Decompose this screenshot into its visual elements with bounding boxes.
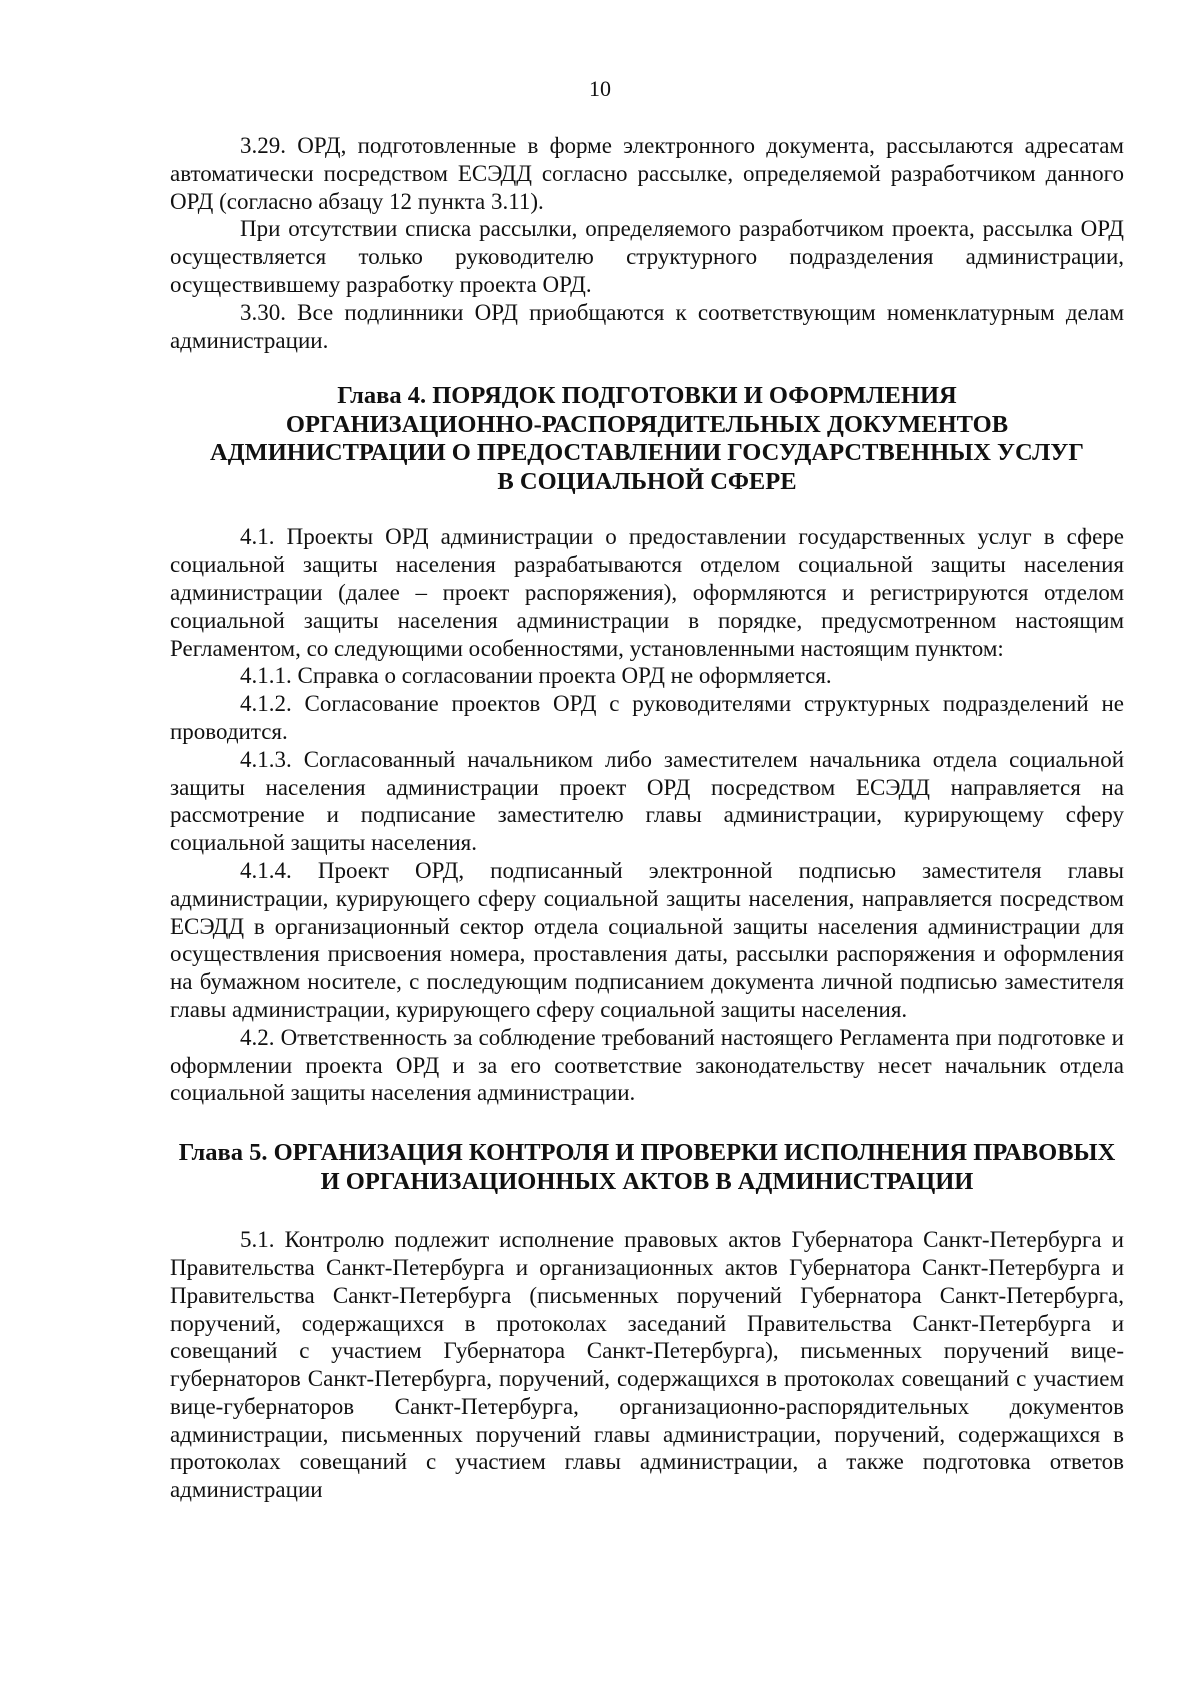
chapter-4-title-line: ОРГАНИЗАЦИОННО-РАСПОРЯДИТЕЛЬНЫХ ДОКУМЕНТОВ [285,410,1009,438]
paragraph-4-1-4: 4.1.4. Проект ОРД, подписанный электронной подписью заместителя главы администрации, курирующего сферу социальной защиты населения, направляется посредством ЕСЭДД в организационный сектор отдела социальной защиты населения администрации для осуществления присвоения номера, проставления даты, рассылки распоряжения и оформления на бумажном носителе, с последующим подписанием документа личной подписью заместителя главы администрации, курирующего сферу социальной защиты населения. [170,857,1124,1022]
chapter-4-title-line: АДМИНИСТРАЦИИ О ПРЕДОСТАВЛЕНИИ ГОСУДАРСТВЕННЫХ УСЛУГ [210,439,1084,467]
chapter-4-title-line: Глава 4. ПОРЯДОК ПОДГОТОВКИ И ОФОРМЛЕНИЯ [337,382,957,410]
paragraph-3-29: 3.29. ОРД, подготовленные в форме электронного документа, рассылаются адресатам автоматически посредством ЕСЭДД согласно рассылке, определяемой разработчиком данного ОРД (согласно абзацу 12 пункта 3.11). [170,133,1124,214]
paragraph-5-1: 5.1. Контролю подлежит исполнение правовых актов Губернатора Санкт-Петербурга и Правительства Санкт-Петербурга и организационных актов Губернатора Санкт-Петербурга и Правительства Санкт-Петербурга (письменных поручений Губернатора Санкт-Петербурга, поручений, содержащихся в протоколах заседаний Правительства Санкт-Петербурга и совещаний с участием Губернатора Санкт-Петербурга), письменных поручений вице-губернаторов Санкт-Петербурга, поручений, содержащихся в протоколах совещаний с участием вице-губернаторов Санкт-Петербурга, организационно-распорядительных документов администрации, письменных поручений главы администрации, поручений, содержащихся в протоколах совещаний с участием главы администрации, а также подготовка ответов администрации [170,1227,1124,1503]
chapter-4-title-line: В СОЦИАЛЬНОЙ СФЕРЕ [497,467,797,495]
paragraph-4-2: 4.2. Ответственность за соблюдение требований настоящего Регламента при подготовке и оформлении проекта ОРД и за его соответствие законодательству несет начальник отдела социальной защиты населения администрации. [170,1024,1124,1106]
chapter-5-title-line: Глава 5. ОРГАНИЗАЦИЯ КОНТРОЛЯ И ПРОВЕРКИ ИСПОЛНЕНИЯ ПРАВОВЫХ [178,1139,1116,1167]
chapter-5-title [170,1139,1124,1196]
paragraph-3-29-mailing-list: При отсутствии списка рассылки, определяемого разработчиком проекта, рассылка ОРД осуществляется только руководителю структурного подразделения администрации, осуществившему разработку проекта ОРД. [170,216,1124,297]
paragraph-4-1-2: 4.1.2. Согласование проектов ОРД с руководителями структурных подразделений не проводится. [170,691,1124,744]
chapter-4-title [170,382,1124,496]
paragraph-3-30: 3.30. Все подлинники ОРД приобщаются к соответствующим номенклатурным делам администрации. [170,299,1124,353]
paragraph-4-1-1: 4.1.1. Справка о согласовании проекта ОРД не оформляется. [240,663,832,689]
page-number: 10 [589,76,611,101]
paragraph-4-1-3: 4.1.3. Согласованный начальником либо заместителем начальника отдела социальной защиты населения администрации проект ОРД посредством ЕСЭДД направляется на рассмотрение и подписание заместителю главы администрации, курирующему сферу социальной защиты населения. [170,746,1124,856]
document-body [170,132,1124,1504]
paragraph-4-1: 4.1. Проекты ОРД администрации о предоставлении государственных услуг в сфере социальной защиты населения разрабатываются отделом социальной защиты населения администрации (далее – проект распоряжения), оформляются и регистрируются отделом социальной защиты населения администрации в порядке, предусмотренном настоящим Регламентом, со следующими особенностями, установленными настоящим пунктом: [170,524,1124,661]
chapter-5-title-line: И ОРГАНИЗАЦИОННЫХ АКТОВ В АДМИНИСТРАЦИИ [320,1167,974,1195]
